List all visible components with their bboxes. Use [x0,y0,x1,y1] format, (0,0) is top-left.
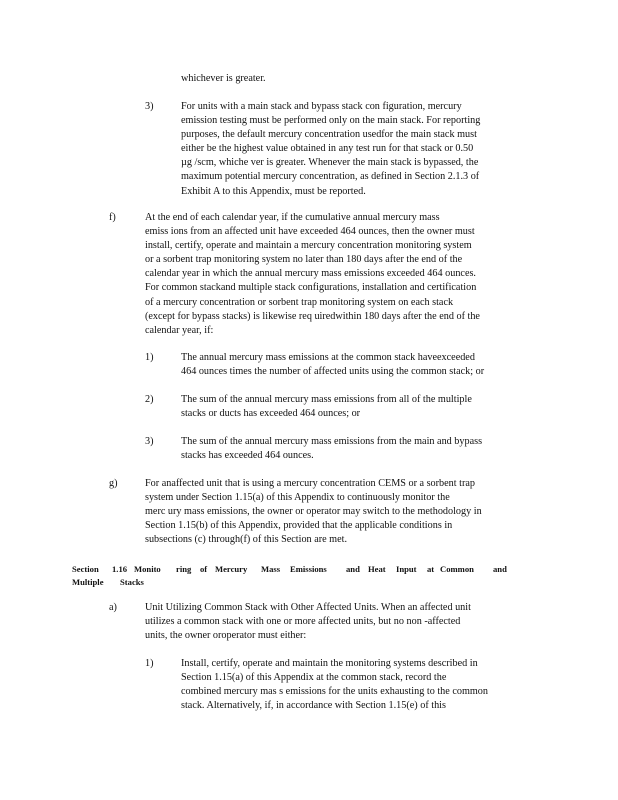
item-f-1-paragraph [181,351,537,379]
section-heading-word: and [346,564,360,574]
section-heading-word: Heat [368,564,386,574]
section-heading-word: 1.16 [112,564,128,574]
section-heading-word: Common [440,564,474,574]
text-line: combined mercury mas s emissions for the units exhausting to the common [181,686,488,698]
section-heading-word: Input [396,564,417,574]
item-a-label: a) [109,602,117,613]
text-line: maximum potential mercury concentration, as defined in Section 2.1.3 of [181,171,480,183]
text-line: either be the highest value obtained in any test run for that stack or 0.50 [181,143,474,155]
text-line: Exhibit A to this Appendix, must be reported. [181,185,366,197]
section-heading-word: ring [176,564,192,574]
section-heading-word: Emissions [290,564,327,574]
item-f-2-label: 2) [145,394,154,405]
text-line: subsections (c) through(f) of this Section are met. [145,534,347,546]
text-line: The annual mercury mass emissions at the common stack haveexceeded [181,352,475,363]
text-line: stacks has exceeded 464 ounces. [181,450,314,462]
item-f-2-paragraph [181,393,527,421]
text-line: emiss ions from an affected unit have exceeded 464 ounces, then the owner must [145,226,475,238]
continued-text [181,72,481,86]
text-line: calendar year, if: [145,324,214,336]
text-line: The sum of the annual mercury mass emissions from all of the multiple [181,394,472,405]
item-f-label: f) [109,212,116,223]
text-line: of a mercury concentration or sorbent trap monitoring system on each stack [145,296,454,308]
text-line: calendar year in which the annual mercury mass emissions exceeded 464 ounces. [145,268,476,280]
text-line: Install, certify, operate and maintain the monitoring systems described in [181,658,478,669]
section-heading-word: and [493,564,507,574]
item-f-paragraph [145,211,537,338]
text-line: purposes, the default mercury concentration usedfor the main stack must [181,129,477,141]
text-line: For units with a main stack and bypass stack con figuration, mercury [181,101,462,112]
item-g-label: g) [109,478,118,489]
text-line: units, the owner oroperator must either: [145,630,307,642]
item-a-1-label: 1) [145,658,154,669]
item-a-paragraph [145,601,531,643]
text-line: Unit Utilizing Common Stack with Other Affected Units. When an affected unit [145,602,471,613]
section-heading-word: Monito [134,564,161,574]
item-3-label: 3) [145,101,154,112]
section-heading-word: of [200,564,208,574]
text-line: stacks or ducts has exceeded 464 ounces; or [181,408,361,420]
text-line: utilizes a common stack with one or more affected units, but no non -affected [145,616,461,628]
text-line: 464 ounces times the number of affected units using the common stack; or [181,366,485,378]
text-line: Section 1.15(b) of this Appendix, provided that the applicable conditions in [145,520,453,532]
text-line: The sum of the annual mercury mass emissions from the main and bypass [181,436,483,447]
item-3-paragraph [181,100,533,199]
text-line: whichever is greater. [181,73,266,84]
item-f-3-label: 3) [145,436,154,447]
section-heading-word: Section [72,564,99,574]
section-heading-word: Mercury [215,564,248,574]
text-line: Section 1.15(a) of this Appendix at the common stack, record the [181,672,447,684]
section-heading-word: Stacks [120,577,144,587]
section-heading-word: Mass [261,564,281,574]
text-line: µg /scm, whiche ver is greater. Whenever the main stack is bypassed, the [181,157,479,169]
text-line: or a sorbent trap monitoring system no later than 180 days after the end of the [145,254,463,266]
text-line: install, certify, operate and maintain a mercury concentration monitoring system [145,240,472,252]
item-g-paragraph [145,477,539,547]
text-line: (except for bypass stacks) is likewise req uiredwithin 180 days after the end of the [145,310,480,322]
section-heading-word: Multiple [72,577,104,587]
text-line: emission testing must be performed only on the main stack. For reporting [181,115,481,127]
item-f-1-label: 1) [145,352,154,363]
text-line: At the end of each calendar year, if the cumulative annual mercury mass [145,212,440,223]
text-line: stack. Alternatively, if, in accordance with Section 1.15(e) of this [181,700,446,712]
item-a-1-paragraph [181,657,533,713]
section-heading-word: at [427,564,435,574]
text-line: For anaffected unit that is using a mercury concentration CEMS or a sorbent trap [145,478,475,489]
text-line: system under Section 1.15(a) of this Appendix to continuously monitor the [145,492,450,504]
text-line: For common stackand multiple stack configurations, installation and certification [145,282,477,294]
item-f-3-paragraph [181,435,533,463]
text-line: merc ury mass emissions, the owner or operator may switch to the methodology in [145,506,482,518]
